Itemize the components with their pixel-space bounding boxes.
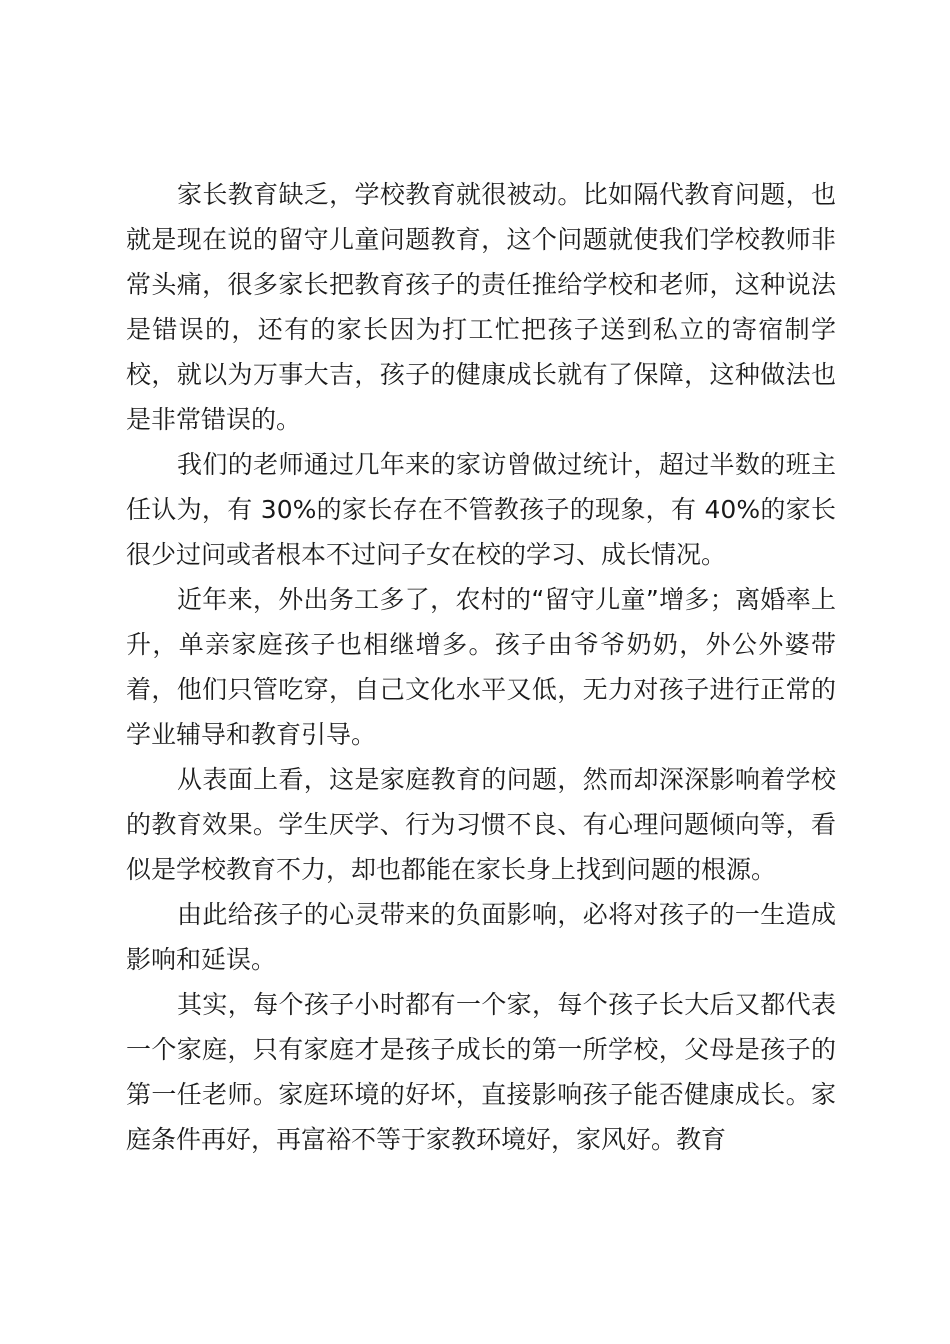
paragraph-5: 由此给孩子的心灵带来的负面影响，必将对孩子的一生造成影响和延误。 — [126, 900, 836, 974]
paragraph-6: 其实，每个孩子小时都有一个家，每个孩子长大后又都代表一个家庭，只有家庭才是孩子成长的第一所学校，父母是孩子的第一任老师。家庭环境的好坏，直接影响孩子能否健康成长。家庭条件再好，再富裕不等于家教环境好，家风好。教育 — [126, 990, 836, 1154]
paragraph-1: 家长教育缺乏，学校教育就很被动。比如隔代教育问题，也就是现在说的留守儿童问题教育，这个问题就使我们学校教师非常头痛，很多家长把教育孩子的责任推给学校和老师，这种说法是错误的，还有的家长因为打工忙把孩子送到私立的寄宿制学校，就以为万事大吉，孩子的健康成长就有了保障，这种做法也是非常错误的。 — [126, 180, 836, 434]
paragraph-4: 从表面上看，这是家庭教育的问题，然而却深深影响着学校的教育效果。学生厌学、行为习惯不良、有心理问题倾向等，看似是学校教育不力，却也都能在家长身上找到问题的根源。 — [126, 765, 836, 884]
document-body — [126, 172, 836, 1162]
paragraph-2: 我们的老师通过几年来的家访曾做过统计，超过半数的班主任认为，有 30%的家长存在不管教孩子的现象，有 40%的家长很少过问或者根本不过问子女在校的学习、成长情况。 — [126, 450, 836, 569]
paragraph-3: 近年来，外出务工多了，农村的“留守儿童”增多；离婚率上升，单亲家庭孩子也相继增多。孩子由爷爷奶奶，外公外婆带着，他们只管吃穿，自己文化水平又低，无力对孩子进行正常的学业辅导和教育引导。 — [126, 585, 836, 749]
